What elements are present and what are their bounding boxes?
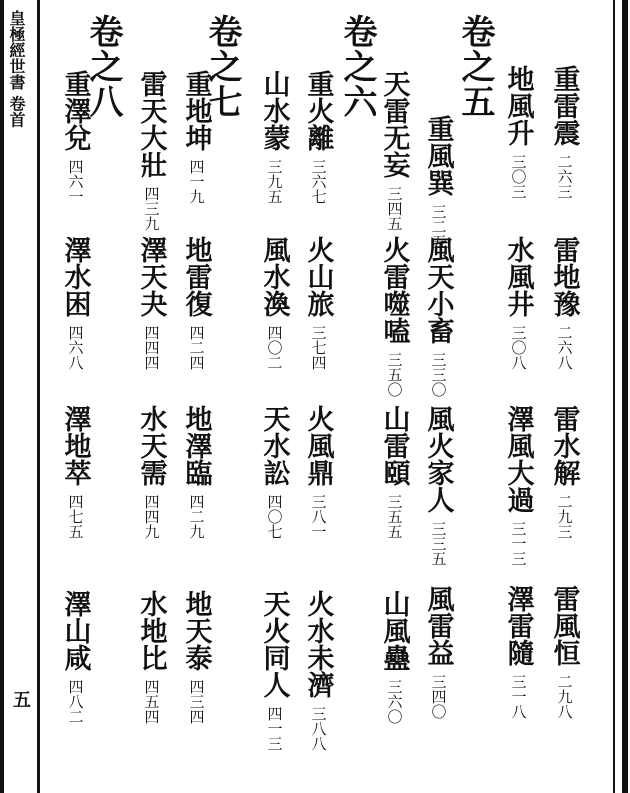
page-number: 三二五 — [429, 204, 448, 249]
hexagram-name: 天雷无妄 — [378, 70, 410, 178]
page-number: 三三五 — [429, 521, 448, 566]
page-number: 二六三 — [555, 154, 574, 199]
list-item — [546, 585, 582, 719]
list-item — [178, 405, 214, 539]
page-number: 四八二 — [66, 679, 85, 724]
list-item — [500, 65, 536, 199]
page-number: 四二九 — [187, 494, 206, 539]
hexagram-name: 山風蠱 — [378, 590, 410, 671]
hexagram-name: 重地坤 — [180, 70, 212, 151]
page-number: 三八八 — [309, 706, 328, 751]
page-number: 四一三 — [265, 706, 284, 751]
page-number: 三一八 — [509, 674, 528, 719]
list-item — [133, 405, 169, 539]
frame-line-right-inner — [613, 0, 615, 793]
hexagram-name: 火山旅 — [302, 236, 334, 317]
page-number: 四六一 — [66, 159, 85, 204]
volume-heading-8: 卷之八 — [83, 14, 123, 119]
margin-page-number: 五 — [10, 690, 31, 709]
list-item — [178, 236, 214, 370]
hexagram-name: 山水蒙 — [258, 70, 290, 151]
volume-heading-5: 卷之五 — [455, 14, 495, 119]
hexagram-name: 雷風恒 — [548, 585, 580, 666]
list-item — [546, 236, 582, 370]
page-number: 三四〇 — [429, 674, 448, 719]
hexagram-name: 水風井 — [502, 236, 534, 317]
page-number: 三〇八 — [509, 325, 528, 370]
page-number: 四〇七 — [265, 494, 284, 539]
list-item — [546, 65, 582, 199]
page-number: 三一三 — [509, 521, 528, 566]
page-number: 四六八 — [66, 325, 85, 370]
list-item — [300, 70, 336, 204]
page-number: 四三九 — [142, 186, 161, 231]
page-number: 三五〇 — [385, 352, 404, 397]
list-item — [256, 70, 292, 204]
list-item — [57, 590, 93, 724]
page-number: 四三四 — [187, 679, 206, 724]
frame-line-left-inner — [37, 0, 40, 793]
page-number: 二九三 — [555, 494, 574, 539]
list-item — [376, 236, 412, 397]
hexagram-name: 火風鼎 — [302, 405, 334, 486]
margin-book-title: 皇極經世書 卷首 — [7, 10, 26, 128]
page-number: 三三〇 — [429, 352, 448, 397]
list-item — [256, 236, 292, 370]
page-number: 三四五 — [385, 186, 404, 231]
page-number: 二六八 — [555, 325, 574, 370]
page-number: 三五五 — [385, 494, 404, 539]
list-item — [300, 590, 336, 751]
page-number: 四一九 — [187, 159, 206, 204]
volume-heading-7: 卷之七 — [202, 14, 242, 119]
hexagram-name: 重風巽 — [422, 115, 454, 196]
page-number: 三七四 — [309, 325, 328, 370]
list-item — [133, 236, 169, 370]
list-item — [500, 585, 536, 719]
hexagram-name: 風水渙 — [258, 236, 290, 317]
list-item — [57, 405, 93, 539]
page-number: 四四九 — [142, 494, 161, 539]
list-item — [178, 590, 214, 724]
list-item — [420, 585, 456, 719]
hexagram-name: 風雷益 — [422, 585, 454, 666]
list-item — [57, 236, 93, 370]
hexagram-name: 澤山咸 — [59, 590, 91, 671]
hexagram-name: 澤天夬 — [135, 236, 167, 317]
page-number: 四〇二 — [265, 325, 284, 370]
hexagram-name: 山雷頤 — [378, 405, 410, 486]
list-item — [500, 405, 536, 566]
hexagram-name: 澤風大過 — [502, 405, 534, 513]
hexagram-name: 火水未濟 — [302, 590, 334, 698]
list-item — [376, 590, 412, 724]
hexagram-name: 雷地豫 — [548, 236, 580, 317]
hexagram-name: 水地比 — [135, 590, 167, 671]
page-number: 三六七 — [309, 159, 328, 204]
page-number: 二九八 — [555, 674, 574, 719]
frame-line-left-outer — [0, 0, 4, 793]
hexagram-name: 風火家人 — [422, 405, 454, 513]
hexagram-name: 澤水困 — [59, 236, 91, 317]
list-item — [57, 70, 93, 204]
hexagram-name: 重澤兌 — [59, 70, 91, 151]
list-item — [300, 236, 336, 370]
page-number: 四四四 — [142, 325, 161, 370]
page-number: 四五四 — [142, 679, 161, 724]
frame-line-right-outer — [622, 0, 628, 793]
list-item — [420, 115, 456, 249]
list-item — [420, 405, 456, 566]
page-number: 三〇三 — [509, 154, 528, 199]
hexagram-name: 澤雷隨 — [502, 585, 534, 666]
hexagram-name: 地天泰 — [180, 590, 212, 671]
list-item — [500, 236, 536, 370]
list-item — [546, 405, 582, 539]
list-item — [256, 405, 292, 539]
hexagram-name: 地風升 — [502, 65, 534, 146]
hexagram-name: 重雷震 — [548, 65, 580, 146]
list-item — [376, 405, 412, 539]
list-item — [133, 70, 169, 231]
list-item — [420, 236, 456, 397]
page-number: 四二四 — [187, 325, 206, 370]
hexagram-name: 地雷復 — [180, 236, 212, 317]
page-number: 三八一 — [309, 494, 328, 539]
hexagram-name: 天火同人 — [258, 590, 290, 698]
hexagram-name: 重火離 — [302, 70, 334, 151]
hexagram-name: 風天小畜 — [422, 236, 454, 344]
page-number: 三六〇 — [385, 679, 404, 724]
page-number: 三九五 — [265, 159, 284, 204]
list-item — [376, 70, 412, 231]
list-item — [133, 590, 169, 724]
volume-heading-6: 卷之六 — [337, 14, 377, 119]
list-item — [300, 405, 336, 539]
hexagram-name: 天水訟 — [258, 405, 290, 486]
list-item — [256, 590, 292, 751]
list-item — [178, 70, 214, 204]
hexagram-name: 地澤臨 — [180, 405, 212, 486]
hexagram-name: 澤地萃 — [59, 405, 91, 486]
hexagram-name: 水天需 — [135, 405, 167, 486]
page-number: 四七五 — [66, 494, 85, 539]
hexagram-name: 火雷噬嗑 — [378, 236, 410, 344]
hexagram-name: 雷天大壯 — [135, 70, 167, 178]
hexagram-name: 雷水解 — [548, 405, 580, 486]
